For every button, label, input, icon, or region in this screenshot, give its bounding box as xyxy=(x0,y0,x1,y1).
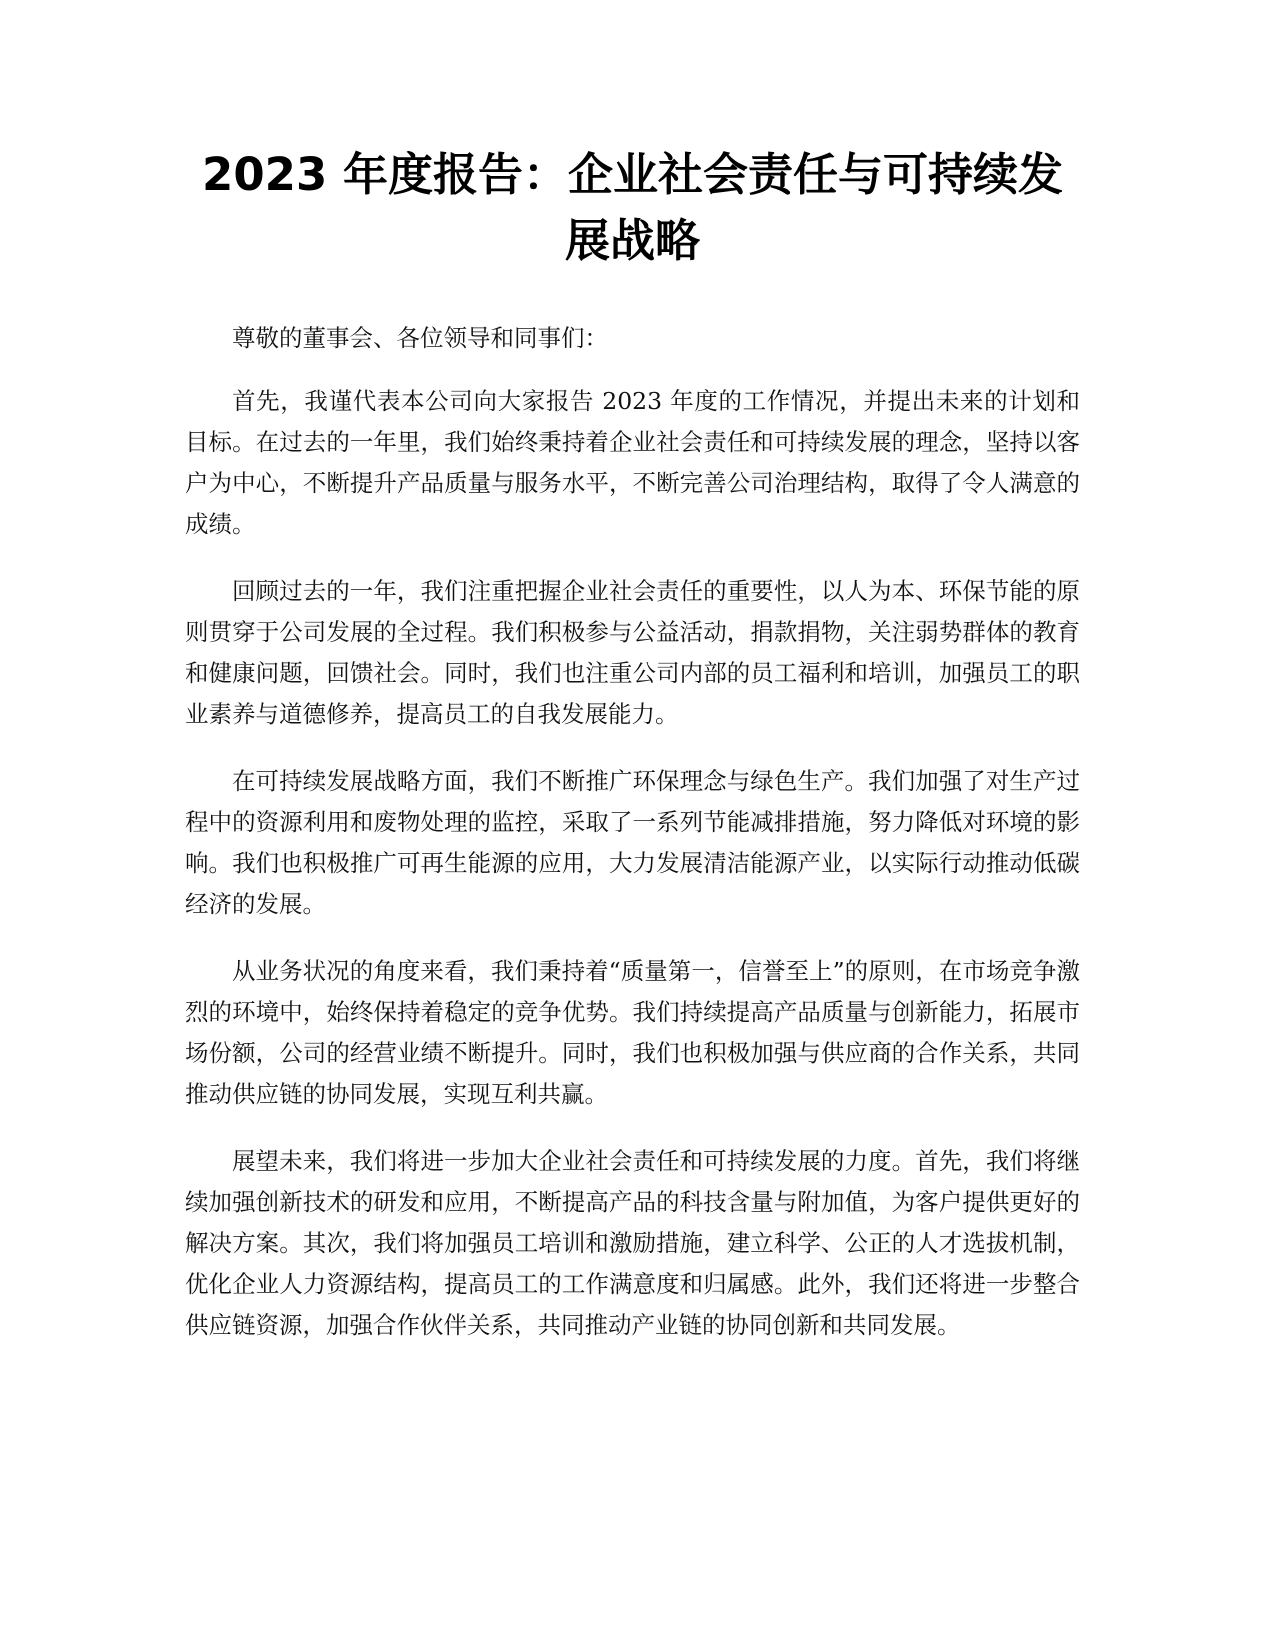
document-title: 2023 年度报告：企业社会责任与可持续发展战略 xyxy=(202,148,1063,267)
body-paragraph-intro: 首先，我谨代表本公司向大家报告 2023 年度的工作情况，并提出未来的计划和目标。在过去的一年里，我们始终秉持着企业社会责任和可持续发展的理念，坚持以客户为中心，不断提升产品质量与服务水平，不断完善公司治理结构，取得了令人满意的成绩。 xyxy=(185,387,1080,538)
body-paragraph-outlook: 展望未来，我们将进一步加大企业社会责任和可持续发展的力度。首先，我们将继续加强创新技术的研发和应用，不断提高产品的科技含量与附加值，为客户提供更好的解决方案。其次，我们将加强员工培训和激励措施，建立科学、公正的人才选拔机制，优化企业人力资源结构，提高员工的工作满意度和归属感。此外，我们还将进一步整合供应链资源，加强合作伙伴关系，共同推动产业链的协同创新和共同发展。 xyxy=(185,1147,1080,1339)
document-body xyxy=(185,318,1080,1372)
greeting-paragraph: 尊敬的董事会、各位领导和同事们： xyxy=(232,324,608,352)
body-paragraph-business: 从业务状况的角度来看，我们秉持着“质量第一，信誉至上”的原则，在市场竞争激烈的环境中，始终保持着稳定的竞争优势。我们持续提高产品质量与创新能力，拓展市场份额，公司的经营业绩不断提升。同时，我们也积极加强与供应商的合作关系，共同推动供应链的协同发展，实现互利共赢。 xyxy=(185,957,1080,1108)
body-paragraph-sustainability: 在可持续发展战略方面，我们不断推广环保理念与绿色生产。我们加强了对生产过程中的资源利用和废物处理的监控，采取了一系列节能减排措施，努力降低对环境的影响。我们也积极推广可再生能源的应用，大力发展清洁能源产业，以实际行动推动低碳经济的发展。 xyxy=(185,767,1080,918)
body-paragraph-social-responsibility: 回顾过去的一年，我们注重把握企业社会责任的重要性，以人为本、环保节能的原则贯穿于公司发展的全过程。我们积极参与公益活动，捐款捐物，关注弱势群体的教育和健康问题，回馈社会。同时，我们也注重公司内部的员工福利和培训，加强员工的职业素养与道德修养，提高员工的自我发展能力。 xyxy=(185,577,1080,728)
